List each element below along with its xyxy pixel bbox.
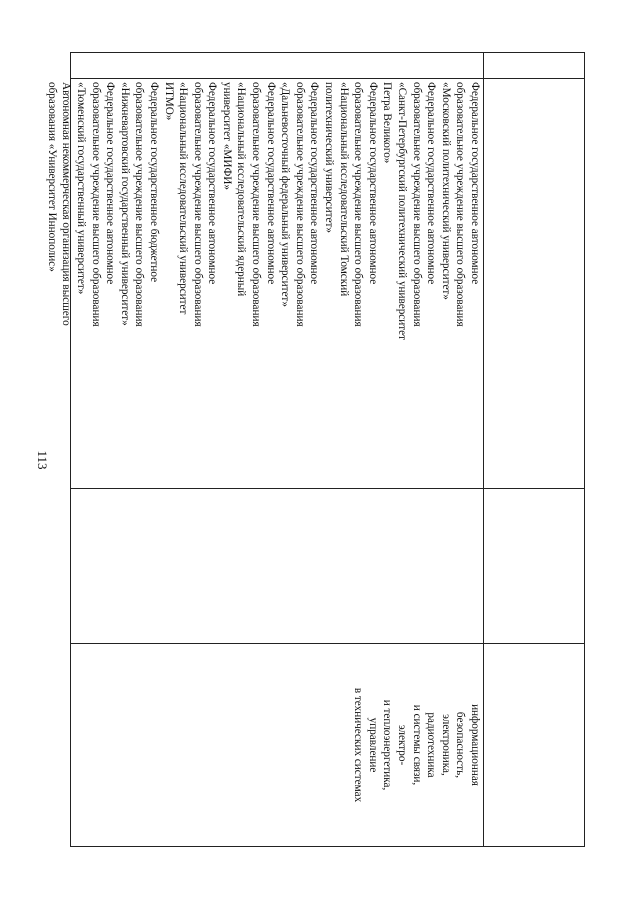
table-cell-r2-c2-organizations <box>45 78 483 488</box>
table-cell-r2-c3 <box>71 488 483 643</box>
table-cell-r1-c3 <box>484 488 584 643</box>
table-row-main <box>45 53 484 846</box>
table-cell-r1-c4 <box>484 643 584 846</box>
fields-list: информационная безопасность, электроника, радиотехника и системы связи, электро- и теплоэнергетика, управление в технических системах <box>352 687 481 803</box>
table-cell-r2-c4-fields <box>71 643 483 846</box>
table-cell-r1-c2 <box>484 78 584 488</box>
table-row-top <box>484 53 584 846</box>
table-cell-r1-c1 <box>484 53 584 78</box>
table-cell-r2-c1 <box>71 53 483 78</box>
page-number: 113 <box>35 450 50 470</box>
document-table <box>45 52 585 847</box>
organizations-list: Федеральное государственное автономное образовательное учреждение высшего образования «Московский политехнический университет» Федеральное государственное автономное образовательное учреждение высшего образования «Санкт-Петербургский политехнический университет Петра Великого» Федеральное государственное автономное образовательное учреждение высшего образования «Национальный исследовательский Томский политехнический университет» Федеральное государственное автономное образовательное учреждение высшего образования «Дальневосточный федеральный университет» Федеральное государственное автономное образовательное учреждение высшего образования «Национальный исследовательский ядерный университет «МИФИ» Федеральное государственное автономное образовательное учреждение высшего образования «Национальный исследовательский университет ИТМО» Федеральное государственное бюджетное образовательное учреждение высшего образования «Нижневартовский государственный университет» Федеральное государственное автономное образовательное учреждение высшего образования «Тюменский государственный университет» Автономная некоммерческая организация высшего образования «Университет Иннополис» <box>45 82 481 340</box>
